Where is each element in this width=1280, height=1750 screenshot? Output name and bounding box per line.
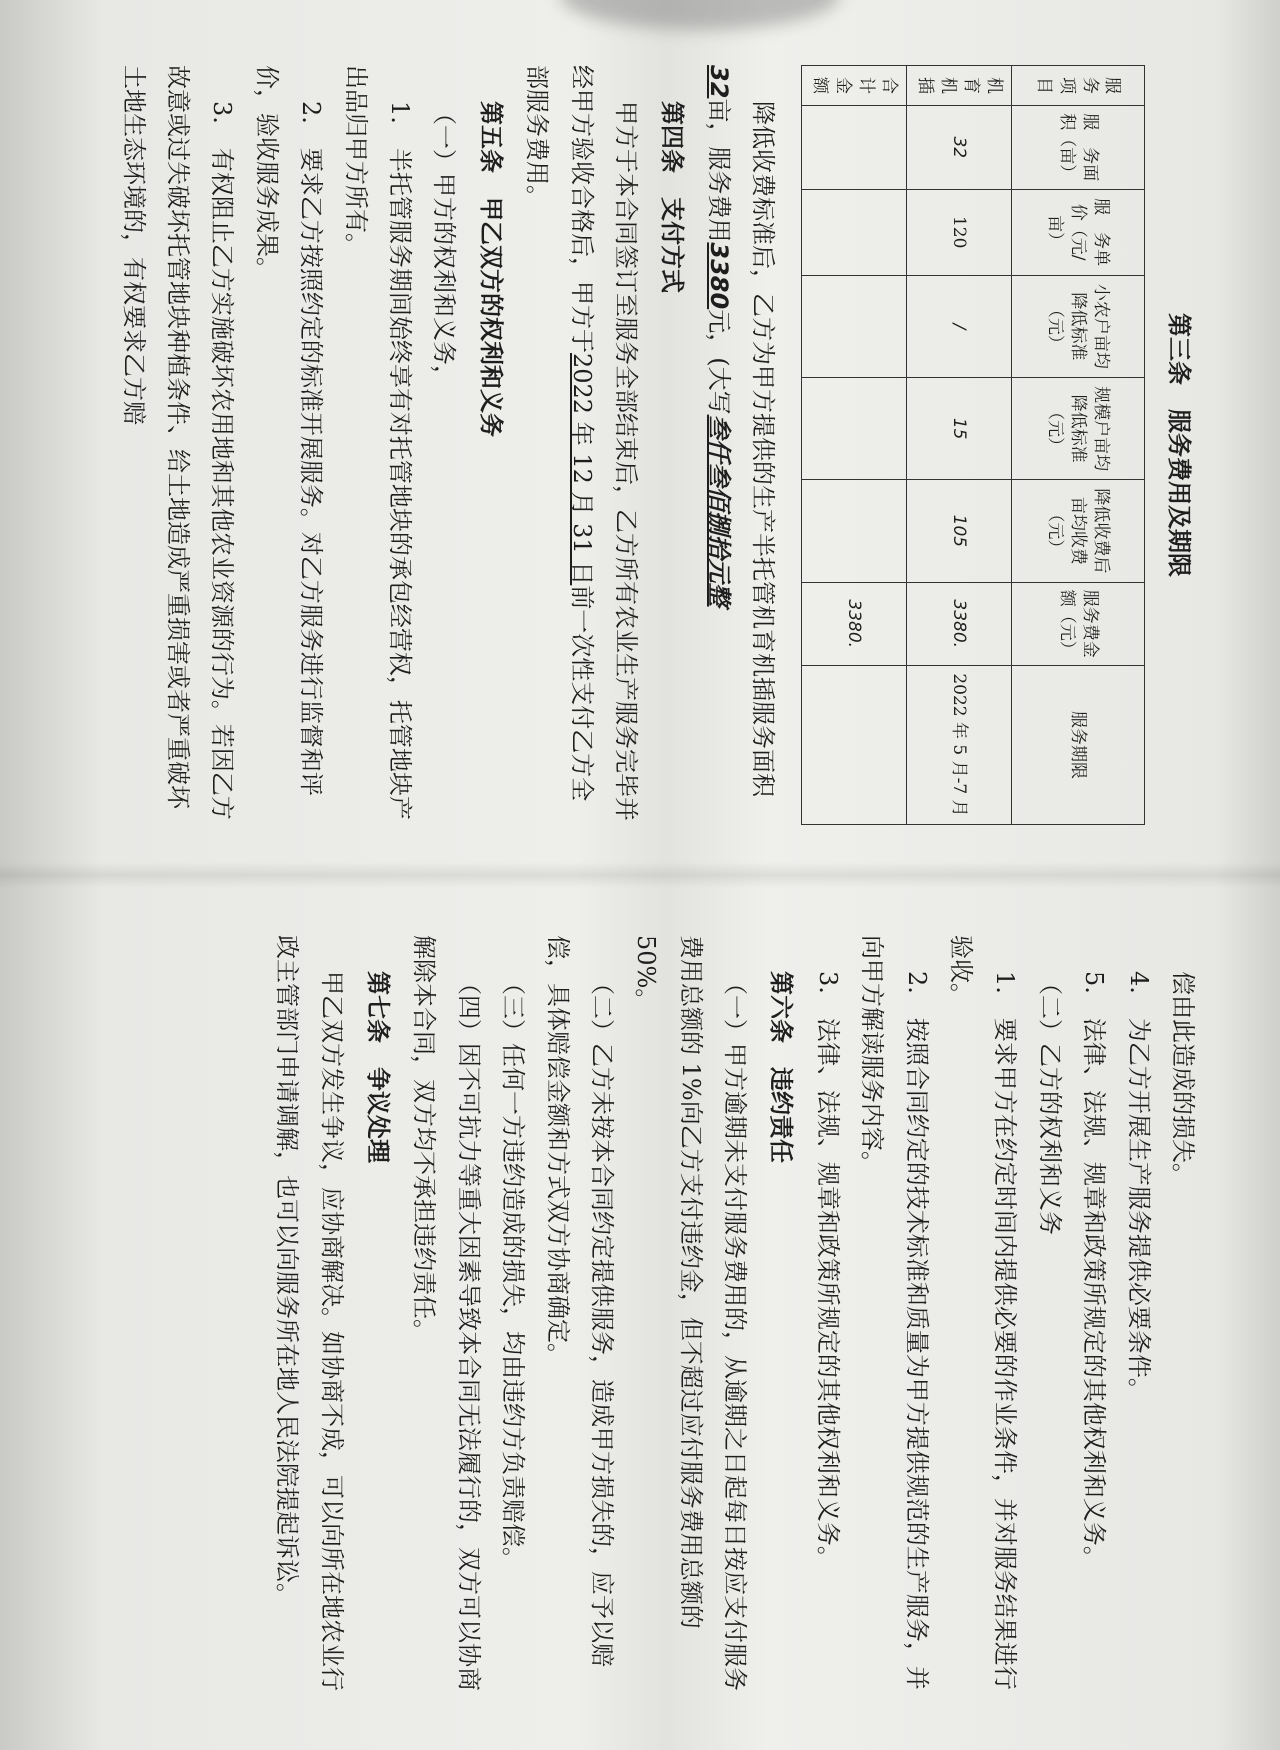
table-cell <box>802 106 907 189</box>
table-cell <box>802 275 907 377</box>
filled-amount: 3380 <box>704 242 733 310</box>
table-cell: 15 <box>906 378 1011 480</box>
list-item: 甲乙双方发生争议，应协商解决。如协商不成，可以向所在地农业行政主管部门申请调解，也可以向服务所在地人民法院提起诉讼。 <box>273 935 346 1691</box>
payment-date: 2022 年 12 月 31 日 <box>567 353 596 586</box>
article3-title: 第三条 服务费用及期限 <box>1165 313 1194 577</box>
list-item: 4. 为乙方开展生产服务提供必要条件。 <box>1124 971 1153 1402</box>
text: 降低收费标准后，乙方为甲方提供的生产半托管机育机插服务面积 <box>749 101 778 797</box>
fee-table <box>801 65 1145 825</box>
table-cell <box>802 666 907 825</box>
table-row <box>906 66 1011 825</box>
text: 甲方于本合同签订至服务全部结束后，乙方所有农业生产服务完毕并经甲方验收合格后，甲方于 <box>567 65 640 821</box>
filled-amount-words: 叁仟叁佰捌拾元整 <box>704 414 733 607</box>
filled-area: 32 <box>704 65 733 99</box>
table-cell: 机育机插 <box>906 66 1011 106</box>
list-item: 3. 法律、法规、规章和政策所规定的其他权利和义务。 <box>813 971 842 1570</box>
table-cell: 105 <box>906 480 1011 582</box>
article7-title: 第七条 争议处理 <box>363 971 393 1163</box>
table-cell: 3380. <box>906 582 1011 666</box>
table-row <box>802 66 907 825</box>
table-cell: 120 <box>906 189 1011 275</box>
table-cell <box>802 378 907 480</box>
table-header: 小农户亩均降低标准（元） <box>1011 275 1144 377</box>
table-header: 服 务面积（亩） <box>1011 106 1144 189</box>
article5-title: 第五条 甲乙双方的权利和义务 <box>476 101 506 437</box>
article6-title: 第六条 违约责任 <box>767 971 797 1163</box>
table-header: 降低收费后亩均收费（元） <box>1011 480 1144 582</box>
list-item: 2. 要求乙方按照约定的标准开展服务。对乙方服务进行监督和评价，验收服务成果。 <box>252 65 326 796</box>
text: 元，(大写 <box>704 309 733 415</box>
payment-paragraph <box>515 65 648 825</box>
left-page <box>35 25 1245 855</box>
list-item: （三）任何一方违约造成的损失，均由违约方负责赔偿。 <box>499 971 528 1571</box>
subsection-heading: （一）甲方的权利和义务， <box>430 101 459 389</box>
table-header: 服务费金额（元） <box>1011 582 1144 666</box>
list-item: 2. 按照合同约定的技术标准和质量为甲方提供规范的生产服务，并向甲方解读服务内容。 <box>858 935 931 1690</box>
table-cell: / <box>906 275 1011 377</box>
continued-text: 偿由此造成的损失。 <box>1169 971 1197 1187</box>
fee-paragraph <box>696 65 785 825</box>
subsection-heading: （二）乙方的权利和义务 <box>1035 971 1064 1235</box>
text: 前一次性支付乙方全部服务费用。 <box>523 65 596 802</box>
list-item: 1. 要求甲方在约定时间内提供必要的作业条件，并对服务结果进行验收。 <box>947 935 1020 1690</box>
text: 亩，服务费用 <box>704 98 733 243</box>
list-item: 3. 有权阻止乙方实施破坏农用地和其他农业资源的行为。若因乙方故意或过失破坏托管地块种植条件、给土地造成严重损害或者严重破坏土地生态环境的，有权要求乙方赔 <box>119 65 237 820</box>
list-item: （四）因不可抗力等重大因素导致本合同无法履行的，双方可以协商解除本合同，双方均不承担违约责任。 <box>410 935 483 1691</box>
table-cell <box>802 189 907 275</box>
table-header-row <box>1011 66 1144 825</box>
article4-title: 第四条 支付方式 <box>658 101 688 293</box>
table-header: 服务期限 <box>1011 666 1144 825</box>
list-item: （一）甲方逾期未支付服务费用的，从逾期之日起每日按应支付服务费用总额的 1%向乙方支付违约金，但不超过应付服务费用总额的 50%。 <box>632 935 750 1691</box>
table-header: 服务项目 <box>1011 66 1144 106</box>
list-item: 5. 法律、法规、规章和政策所规定的其他权利和义务。 <box>1080 971 1109 1570</box>
table-cell: 合计金额 <box>802 66 907 106</box>
right-page <box>35 895 1245 1725</box>
table-cell: 2022 年 5 月-7 月 <box>906 666 1011 825</box>
table-cell: 32 <box>906 106 1011 189</box>
table-header: 服 务单 价（元/亩） <box>1011 189 1144 275</box>
table-cell <box>802 480 907 582</box>
list-item: （二）乙方未按本合同约定提供服务，造成甲方损失的，应予以赔偿，具体赔偿金额和方式双方协商确定。 <box>543 935 616 1667</box>
table-cell: 3380. <box>802 582 907 666</box>
list-item: 1. 半托管服务期间始终享有对托管地块的承包经营权，托管地块产出品归甲方所有。 <box>341 65 414 820</box>
contract-document <box>35 25 1245 1725</box>
table-header: 规模户亩均降低标准（元） <box>1011 378 1144 480</box>
